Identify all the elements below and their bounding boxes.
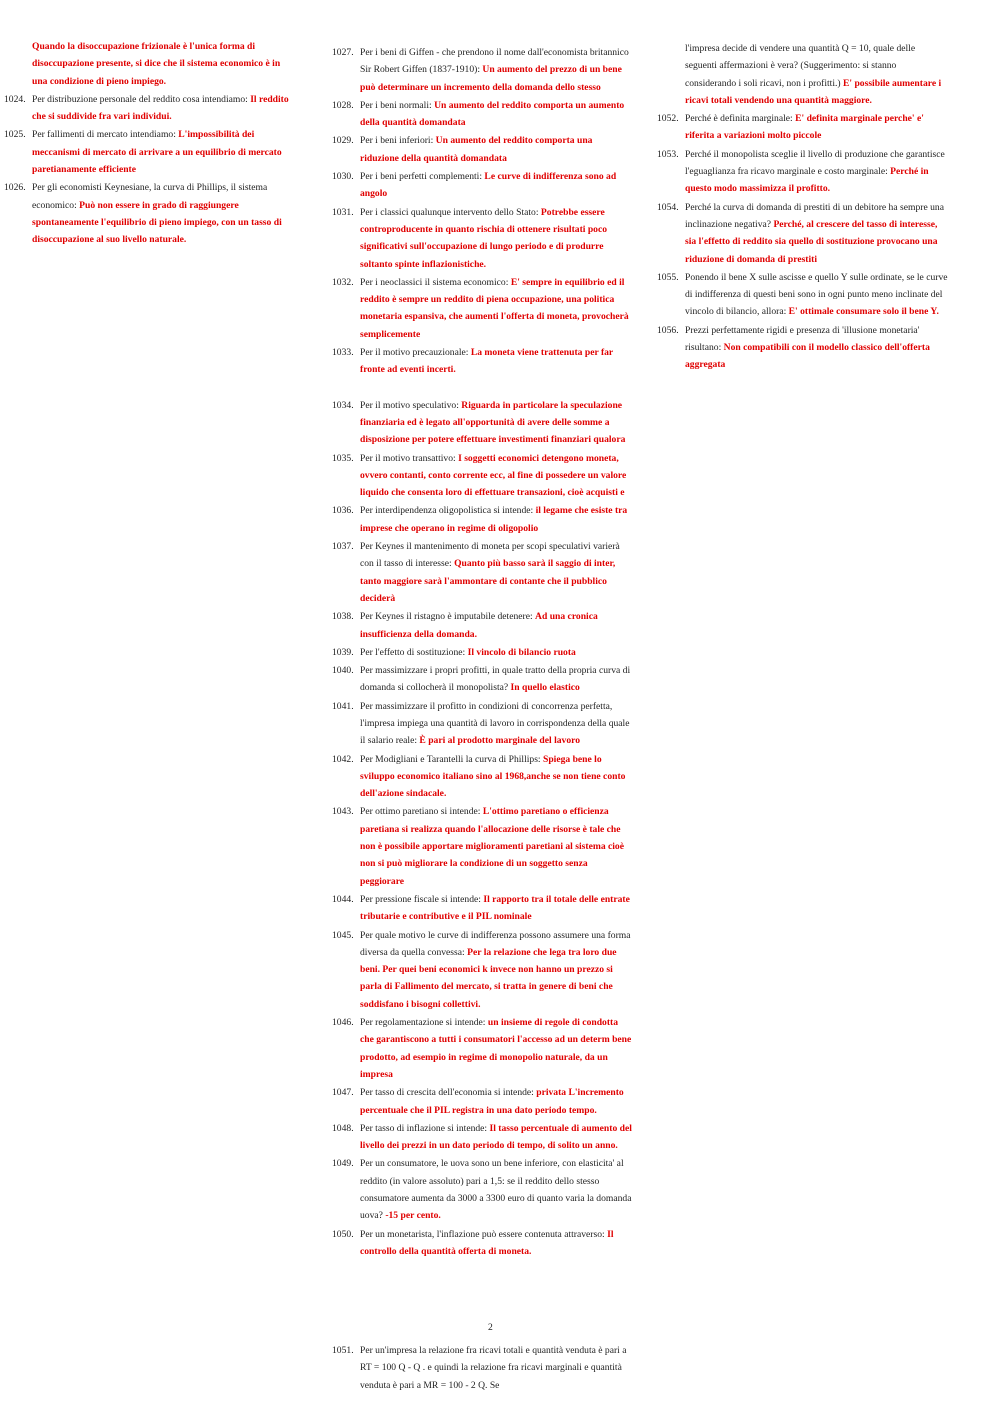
question-text: Perché è definita marginale:	[685, 113, 796, 125]
answer-text: Riguarda in particolare la speculazione finanziaria ed è legato all'opportunità di avere delle somme a disposizione per potere effettuare investimenti finanziari qualora	[360, 399, 626, 446]
question-text: Per Keynes il ristagno è imputabile detenere:	[360, 611, 536, 623]
question-text: l'impresa decide di vendere una quantità Q = 10, quale delle seguenti affermazioni è vera? (Suggerimento: si stanno considerando i soli ricavi, non i profitti.)	[685, 43, 916, 89]
question-item	[332, 751, 632, 803]
question-number: 1026.	[4, 182, 26, 194]
answer-text: -15 per cento.	[385, 1210, 441, 1222]
answer-text: Il controllo della quantità offerta di moneta.	[360, 1228, 614, 1257]
spacer	[332, 380, 632, 397]
answer-text: il legame che esiste tra imprese che operano in regime di oligopolio	[360, 505, 628, 534]
question-item	[332, 204, 632, 273]
answer-text: La moneta viene trattenuta per far fronte ad eventi incerti.	[360, 347, 614, 376]
answer-text: Il reddito che si suddivide fra vari individui.	[32, 93, 289, 123]
question-item	[332, 97, 632, 132]
question-number: 1056.	[657, 324, 679, 336]
question-item	[332, 344, 632, 379]
answer-text: È pari al prodotto marginale del lavoro	[419, 735, 581, 747]
answer-text: L'ottimo paretiano o efficienza paretiana si realizza quando l'allocazione delle risorse è tale che non è possibile apportare miglioramenti paretiani al sistema cioè non si può migliorare la condizione di un soggetto senza peggiorare	[360, 806, 624, 887]
question-item	[332, 1120, 632, 1155]
question-number: 1035.	[332, 452, 354, 464]
question-number: 1031.	[332, 206, 354, 218]
answer-text: un insieme di regole di condotta che garantiscono a tutti i consumatori l'accesso ad un determ bene prodotto, ad esempio in regime di monopolio naturale, da un impresa	[360, 1017, 632, 1080]
question-item	[332, 397, 632, 449]
answer-text: Quando la disoccupazione frizionale è l'unica forma di disoccupazione presente, si dice che il sistema economico è in una condizione di pieno impiego.	[32, 41, 281, 87]
question-item	[332, 1226, 632, 1261]
question-number: 1049.	[332, 1158, 354, 1170]
question-text: Per i beni normali:	[360, 99, 435, 111]
question-item	[4, 126, 298, 178]
question-text: Prezzi perfettamente rigidi e presenza di 'illusione monetaria' risultano:	[685, 324, 920, 354]
question-number: 1024.	[4, 93, 26, 105]
question-number: 1045.	[332, 929, 354, 941]
question-item	[332, 662, 632, 697]
question-item	[332, 1155, 632, 1224]
question-number: 1053.	[657, 148, 679, 160]
question-text: Per fallimenti di mercato intendiamo:	[32, 129, 179, 141]
question-text: Per Keynes il mantenimento di moneta per scopi speculativi varierà con il tasso di interesse:	[360, 541, 620, 570]
question-text: Per un'impresa la relazione fra ricavi totali e quantità venduta è pari a RT = 100 Q - Q . e quindi la relazione fra ricavi marginali e quantità venduta è pari a MR = 100 - 2 Q. Se	[360, 1345, 627, 1391]
answer-text: Ad una cronica insufficienza della domanda.	[360, 611, 598, 640]
answer-text: E' sempre in equilibrio ed il reddito è sempre un reddito di piena occupazione, una politica monetaria espansiva, che aumenti l'offerta di moneta, provocherà semplicemente	[360, 276, 629, 340]
question-text: Per pressione fiscale si intende:	[360, 893, 484, 905]
question-text: Per il motivo speculativo:	[360, 399, 462, 411]
question-number: 1043.	[332, 806, 354, 818]
answer-text: Perché, al crescere del tasso di interesse, sia l'effetto di reddito sia quello di sostituzione provocano una riduzione di domanda di prestiti	[685, 218, 938, 265]
answer-text: Potrebbe essere controproducente in quanto rischia di ottenere risultati poco significativi sull'occupazione di lungo periodo e di produrre soltanto spinte inflazionistiche.	[360, 206, 608, 270]
question-number: 1034.	[332, 399, 354, 411]
column-left	[4, 38, 298, 250]
question-item	[332, 1014, 632, 1083]
question-item	[332, 1342, 632, 1394]
answer-text: Può non essere in grado di raggiungere spontaneamente l'equilibrio di pieno impiego, con un tasso di disoccupazione al suo livello naturale.	[32, 199, 282, 246]
question-number: 1036.	[332, 505, 354, 517]
question-item	[332, 450, 632, 502]
question-item	[332, 132, 632, 167]
column-middle	[332, 44, 632, 1261]
question-text: Per i neoclassici il sistema economico:	[360, 276, 511, 288]
question-number: 1055.	[657, 271, 679, 283]
question-item	[4, 38, 298, 90]
question-number: 1042.	[332, 753, 354, 765]
question-number: 1054.	[657, 201, 679, 213]
question-item	[657, 110, 949, 145]
question-number: 1037.	[332, 541, 354, 553]
answer-text: Un aumento del reddito comporta una riduzione della quantità domandata	[360, 135, 593, 164]
question-text: Per l'effetto di sostituzione:	[360, 646, 468, 658]
question-item	[332, 538, 632, 607]
question-text: Per i beni di Giffen - che prendono il nome dall'economista britannico Sir Robert Giffen (1837-1910):	[360, 47, 629, 76]
question-item	[657, 40, 949, 109]
question-text: Per massimizzare i propri profitti, in quale tratto della propria curva di domanda si collocherà il monopolista?	[360, 665, 631, 694]
question-item	[332, 803, 632, 889]
answer-text: Le curve di indifferenza sono ad angolo	[360, 171, 617, 200]
question-item	[657, 269, 949, 321]
question-item	[4, 91, 298, 126]
question-text: Per i classici qualunque intervento dello Stato:	[360, 206, 541, 218]
question-item	[332, 168, 632, 203]
answer-text: In quello elastico	[510, 682, 580, 694]
question-item	[332, 502, 632, 537]
question-text: Ponendo il bene X sulle ascisse e quello Y sulle ordinate, se le curve di indifferenza di questi beni sono in ogni punto meno inclinate del vincolo di bilancio, allora:	[685, 271, 948, 318]
question-number: 1033.	[332, 347, 354, 359]
question-number: 1048.	[332, 1122, 354, 1134]
page-number: 2	[488, 1322, 493, 1333]
answer-text: Spiega bene lo sviluppo economico italiano sino al 1968,anche se non tiene conto dell'azione sindacale.	[360, 753, 626, 800]
question-item	[332, 1084, 632, 1119]
answer-text: E' definita marginale perche' e' riferita a variazioni molto piccole	[685, 113, 924, 142]
question-number: 1046.	[332, 1017, 354, 1029]
answer-text: Il rapporto tra il totale delle entrate tributarie e contributive e il PIL nominale	[360, 893, 630, 923]
question-text: Per i beni perfetti complementi:	[360, 171, 485, 183]
question-number: 1047.	[332, 1087, 354, 1099]
question-item	[332, 891, 632, 926]
question-item	[332, 927, 632, 1013]
question-number: 1025.	[4, 129, 26, 141]
question-number: 1051.	[332, 1345, 354, 1356]
question-number: 1029.	[332, 135, 354, 147]
answer-text: I soggetti economici detengono moneta, ovvero contanti, conto corrente ecc, al fine di possedere un valore liquido che consenta loro di effettuare transazioni, cioè acquisti e	[360, 452, 627, 499]
question-number: 1040.	[332, 665, 354, 677]
question-text: Per tasso di crescita dell'economia si intende:	[360, 1087, 537, 1099]
question-item	[332, 608, 632, 643]
question-item	[332, 698, 632, 750]
question-text: Per massimizzare il profitto in condizioni di concorrenza perfetta, l'impresa impiega una quantità di lavoro in corrispondenza della quale il salario reale:	[360, 700, 630, 747]
question-text: Per tasso di inflazione si intende:	[360, 1122, 490, 1134]
column-right	[657, 40, 949, 375]
answer-text: Un aumento del prezzo di un bene può determinare un incremento della domanda dello stesso	[360, 64, 622, 93]
question-number: 1052.	[657, 113, 679, 125]
question-number: 1028.	[332, 99, 354, 111]
question-number: 1038.	[332, 611, 354, 623]
question-text: Per quale motivo le curve di indifferenza possono assumere una forma diversa da quella convessa:	[360, 929, 631, 958]
answer-text: Un aumento del reddito comporta un aumento della quantità domandata	[360, 99, 625, 129]
question-item	[657, 199, 949, 268]
question-item	[332, 644, 632, 661]
question-item	[4, 179, 298, 248]
answer-text: Per la relazione che lega tra loro due beni. Per quei beni economici k invece non hanno un prezzo si parla di Fallimento del mercato, si tratta in genere di beni che soddisfano i bisogni collettivi.	[360, 946, 617, 1010]
answer-text: Quanto più basso sarà il saggio di inter, tanto maggiore sarà l'ammontare di contante che il pubblico deciderà	[360, 558, 616, 604]
question-text: Per un consumatore, le uova sono un bene inferiore, con elasticita' al reddito (in valore assoluto) pari a 1,5: se il reddito dello stesso consumatore aumenta da 3000 a 3300 euro di quanto varia la domanda uova?	[360, 1158, 632, 1222]
answer-text: L'impossibilità dei meccanismi di mercato di arrivare a un equilibrio di mercato paretianamente efficiente	[32, 129, 282, 176]
question-item	[332, 44, 632, 96]
answer-text: Il vincolo di bilancio ruota	[467, 646, 576, 658]
question-text: Perché la curva di domanda di prestiti di un debitore ha sempre una inclinazione negativa?	[685, 201, 944, 230]
question-number: 1030.	[332, 171, 354, 183]
question-number: 1032.	[332, 276, 354, 288]
question-number: 1041.	[332, 700, 354, 712]
question-text: Per i beni inferiori:	[360, 135, 436, 147]
question-number: 1044.	[332, 893, 354, 905]
question-text: Per regolamentazione si intende:	[360, 1017, 488, 1029]
answer-text: E' ottimale consumare solo il bene Y.	[788, 306, 939, 318]
answer-text: privata L'incremento percentuale che il PIL registra in una dato periodo tempo.	[360, 1087, 624, 1116]
column-middle-continued	[332, 1342, 632, 1395]
answer-text: Non compatibili con il modello classico dell'offerta aggregata	[685, 342, 930, 371]
question-text: Per un monetarista, l'inflazione può essere contenuta attraverso:	[360, 1228, 608, 1240]
question-number: 1027.	[332, 47, 354, 58]
question-number: 1039.	[332, 646, 354, 658]
question-text: Per interdipendenza oligopolistica si intende:	[360, 505, 536, 517]
answer-text: E' possibile aumentare i ricavi totali vendendo una quantità maggiore.	[685, 77, 942, 106]
question-text: Per gli economisti Keynesiane, la curva di Phillips, il sistema economico:	[32, 182, 268, 211]
question-text: Perché il monopolista sceglie il livello di produzione che garantisce l'eguaglianza fra ricavo marginale e costo marginale:	[685, 148, 945, 178]
answer-text: Perché in questo modo massimizza il profitto.	[685, 166, 929, 195]
question-text: Per distribuzione personale del reddito cosa intendiamo:	[32, 93, 251, 105]
answer-text: Il tasso percentuale di aumento del livello dei prezzi in un dato periodo di tempo, di solito un anno.	[360, 1122, 632, 1152]
question-number: 1050.	[332, 1228, 354, 1240]
question-text: Per Modigliani e Tarantelli la curva di Phillips:	[360, 753, 543, 765]
question-text: Per il motivo precauzionale:	[360, 347, 471, 359]
question-item	[657, 146, 949, 198]
question-item	[657, 322, 949, 374]
question-item	[332, 274, 632, 343]
question-text: Per il motivo transattivo:	[360, 452, 459, 464]
question-text: Per ottimo paretiano si intende:	[360, 806, 483, 818]
